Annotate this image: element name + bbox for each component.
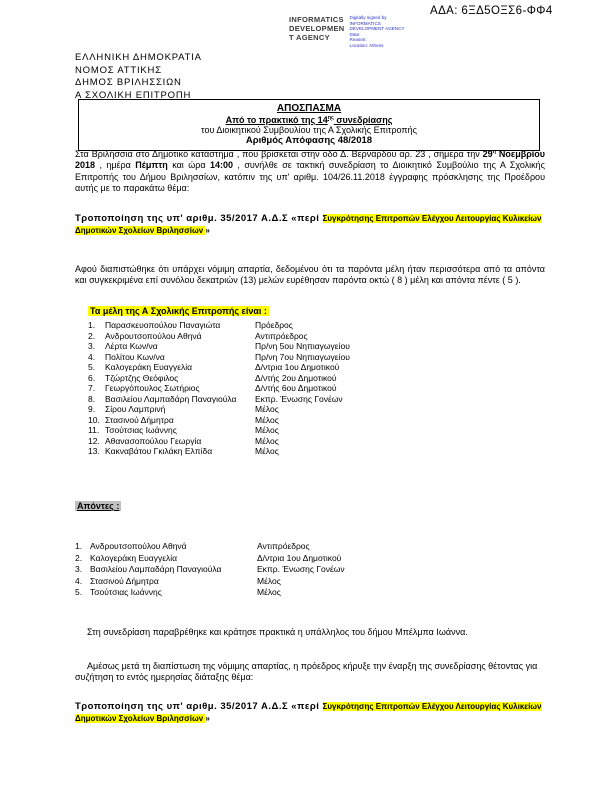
list-item	[88, 362, 350, 373]
topic-heading	[75, 213, 547, 236]
item-name: Βασιλείου Λαμπαδάρη Παναγιούλα	[90, 564, 222, 574]
list-item	[88, 436, 350, 447]
signature-line: Digitally signed by	[349, 15, 387, 20]
list-item	[75, 541, 345, 553]
item-name: Καλογεράκη Ευαγγελία	[105, 362, 193, 372]
item-name: Κακναβάτου Γκιλάκη Ελπίδα	[105, 446, 213, 456]
item-name: Γεωργόπουλος Σωτήριος	[105, 383, 200, 393]
item-number: 11.	[88, 425, 100, 435]
item-number: 4.	[75, 575, 83, 586]
item-number: 4.	[88, 351, 96, 362]
item-role: Αντιπρόεδρος	[255, 330, 308, 341]
header-line-republic: ΕΛΛΗΝΙΚΗ ΔΗΜΟΚΡΑΤΙΑ	[75, 52, 202, 63]
item-role: Δ/ντής 2ου Δημοτικού	[255, 372, 337, 383]
list-item	[88, 446, 350, 457]
item-role: Αντιπρόεδρος	[257, 541, 310, 551]
item-number: 13.	[88, 446, 100, 456]
list-item	[75, 553, 345, 565]
item-name: Τσούτσιας Ιωάννης	[90, 587, 162, 597]
text-segment: Πέμπτη	[135, 160, 168, 171]
item-number: 5.	[88, 362, 96, 372]
item-name: Παρασκευοπούλου Παναγιώτα	[105, 320, 221, 330]
item-role: Εκπρ. Ένωσης Γονέων	[257, 564, 345, 574]
item-role: Πρόεδρος	[255, 320, 293, 330]
text-segment: Από το πρακτικό της 14	[225, 114, 328, 125]
intro-paragraph	[75, 149, 545, 194]
signature-line: DEVELOPMENT AGENCY	[349, 26, 405, 32]
text-segment: συνεδρίασης	[333, 114, 393, 125]
text-segment: , ημέρα	[95, 160, 136, 171]
digital-signature-stamp	[289, 15, 405, 49]
list-item	[88, 394, 350, 405]
header-line-committee: Α ΣΧΟΛΙΚΗ ΕΠΙΤΡΟΠΗ	[75, 89, 192, 101]
item-number: 1.	[88, 320, 96, 330]
signature-details	[350, 15, 405, 49]
item-name: Σίρου Λαμπρινή	[105, 404, 166, 414]
item-name: Ανδρουτσοπούλου Αθηνά	[90, 541, 187, 551]
item-number: 6.	[88, 372, 96, 383]
text-segment: Συγκρότησης Επιτροπών Ελέγχου Λειτουργίας Κυλικείων Δημοτικών Σχολείων Βριλησσίων	[75, 214, 542, 235]
agency-line: INFORMATICS	[289, 15, 344, 24]
header-line-prefecture: ΝΟΜΟΣ ΑΤΤΙΚΗΣ	[75, 64, 162, 76]
item-number: 7.	[88, 383, 96, 393]
session-start-paragraph: Αμέσως μετά τη διαπίστωση της νόμιμης απαρτίας, η πρόεδρος κήρυξε την έναρξη της συνεδρίασης θέτοντας για συζήτηση το εντός ημερησίας διάταξης θέμα:	[75, 661, 538, 683]
ada-number: ΑΔΑ: 6ΞΔ5ΟΞΣ6-ΦΦ4	[430, 5, 553, 17]
absent-heading: Απόντες :	[77, 501, 120, 511]
item-number: 3.	[75, 564, 83, 574]
item-name: Πολίτου Κων/να	[105, 351, 165, 362]
members-list	[88, 320, 350, 457]
list-item	[88, 331, 350, 342]
quorum-paragraph: Αφού διαπιστώθηκε ότι υπάρχει νόμιμη απαρτία, δεδομένου ότι τα παρόντα μέλη ήταν περισσότερα από τα απόντα και συγκεκριμένα επί συνόλου δεκατριών (13) μελών ευρέθησαν παρόντα οκτώ ( 8 ) μέλη και απόντα πέντε ( 5 ).	[75, 264, 545, 286]
item-name: Στασινού Δήμητρα	[90, 575, 159, 586]
text-segment: Τροποποίηση της υπ' αριθμ. 35/2017 Α.Δ.Σ «περί	[75, 701, 323, 712]
item-name: Αθανασοπούλου Γεωργία	[105, 435, 202, 446]
item-role: Μέλος	[255, 404, 279, 414]
item-number: 8.	[88, 393, 96, 404]
item-role: Εκπρ. Ένωσης Γονέων	[255, 393, 343, 404]
list-item	[88, 425, 350, 436]
list-item	[88, 373, 350, 384]
excerpt-title: ΑΠΟΣΠΑΣΜΑ	[276, 103, 342, 114]
item-role: Μέλος	[255, 414, 279, 425]
list-item	[75, 564, 345, 576]
text-segment: Στα Βριλήσσια στο Δημοτικό κατάστημα , που βρίσκεται στην οδό Δ. Βερνάρδου αρ. 23 , σήμερα την	[75, 149, 483, 159]
text-segment: »	[205, 225, 210, 235]
topic-heading-repeat	[75, 701, 547, 724]
decision-number: Αριθμός Απόφασης 48/2018	[245, 134, 373, 146]
absent-list	[75, 541, 345, 599]
signature-agency-name	[289, 15, 345, 49]
item-number: 2.	[75, 552, 83, 563]
item-number: 3.	[88, 341, 96, 351]
item-name: Λέρτα Κων/να	[105, 341, 158, 351]
item-number: 10.	[88, 414, 100, 425]
item-name: Ανδρουτσοπούλου Αθηνά	[105, 330, 202, 341]
list-item	[88, 320, 350, 331]
list-item	[88, 341, 350, 352]
text-segment: Συγκρότησης Επιτροπών Ελέγχου Λειτουργίας Κυλικείων Δημοτικών Σχολείων Βριλησσίων	[75, 702, 542, 723]
item-name: Βασιλείου Λαμπαδάρη Παναγιούλα	[105, 393, 237, 404]
item-role: Μέλος	[255, 446, 279, 456]
header-line-municipality: ΔΗΜΟΣ ΒΡΙΛΗΣΣΙΩΝ	[75, 77, 182, 88]
text-segment: Νοεμβρίου 2018	[75, 149, 545, 171]
item-number: 2.	[88, 330, 96, 341]
item-role: Πρ/νη 7ου Νηπιαγωγείου	[255, 351, 350, 362]
item-name: Καλογεράκη Ευαγγελία	[90, 552, 178, 563]
item-name: Στασινού Δήμητρα	[105, 414, 174, 425]
text-segment: η	[492, 149, 496, 155]
list-item	[88, 352, 350, 363]
item-role: Μέλος	[255, 425, 279, 435]
item-name: Τζώρτζης Θεόφιλος	[105, 372, 179, 383]
item-number: 12.	[88, 435, 100, 446]
signature-line: Location: Athens	[349, 42, 384, 48]
list-item	[75, 576, 345, 588]
item-role: Δ/ντής 6ου Δημοτικού	[255, 383, 337, 393]
text-segment: »	[205, 713, 210, 723]
text-segment: Τροποποίηση της υπ' αριθμ. 35/2017 Α.Δ.Σ «περί	[75, 213, 323, 224]
secretary-paragraph: Στη συνεδρίαση παραβρέθηκε και κράτησε πρακτικά η υπάλληλος του δήμου Μπέλμπα Ιωάννα.	[87, 627, 468, 637]
text-segment: και ώρα	[167, 160, 210, 171]
item-number: 1.	[75, 541, 83, 551]
item-role: Δ/ντρια 1ου Δημοτικού	[255, 362, 340, 372]
list-item	[75, 587, 345, 599]
item-number: 5.	[75, 587, 83, 597]
item-number: 9.	[88, 404, 96, 414]
signature-line: INFORMATICS	[349, 20, 381, 26]
item-role: Μέλος	[257, 587, 281, 597]
item-role: Μέλος	[255, 435, 279, 446]
decision-title-box	[78, 99, 540, 151]
excerpt-subtitle	[79, 115, 539, 126]
item-role: Δ/ντρια 1ου Δημοτικού	[257, 552, 342, 563]
list-item	[88, 415, 350, 426]
agency-line: DEVELOPMEN	[289, 24, 345, 33]
signature-line: Reason:	[349, 37, 367, 43]
members-heading: Τα μέλη της Α Σχολικής Επιτροπής είναι :	[90, 306, 267, 316]
item-role: Μέλος	[257, 575, 281, 586]
agency-line: T AGENCY	[289, 33, 330, 42]
text-segment: 14:00	[209, 160, 233, 171]
government-header	[75, 52, 202, 102]
list-item	[88, 404, 350, 415]
signature-line: Date:	[349, 31, 361, 37]
text-segment: , συνήλθε σε τακτική συνεδρίαση το Διοικητικό Συμβούλιο της Α Σχολικής Επιτροπής του Δήμου Βριλησσίων, κατόπιν της υπ' αριθμ. 104/26.11.2018 έγγραφης πρόσκλησης της Προέδρου αυτής με το παρακάτω θέμα:	[75, 160, 545, 193]
text-segment: 29	[482, 149, 493, 159]
item-name: Τσούτσιας Ιωάννης	[105, 425, 177, 435]
item-role: Πρ/νη 5ου Νηπιαγωγείου	[255, 341, 350, 351]
text-segment: ης	[327, 114, 334, 121]
board-line: του Διοικητικού Συμβουλίου της Α Σχολικής Επιτροπής	[201, 125, 417, 135]
list-item	[88, 383, 350, 394]
